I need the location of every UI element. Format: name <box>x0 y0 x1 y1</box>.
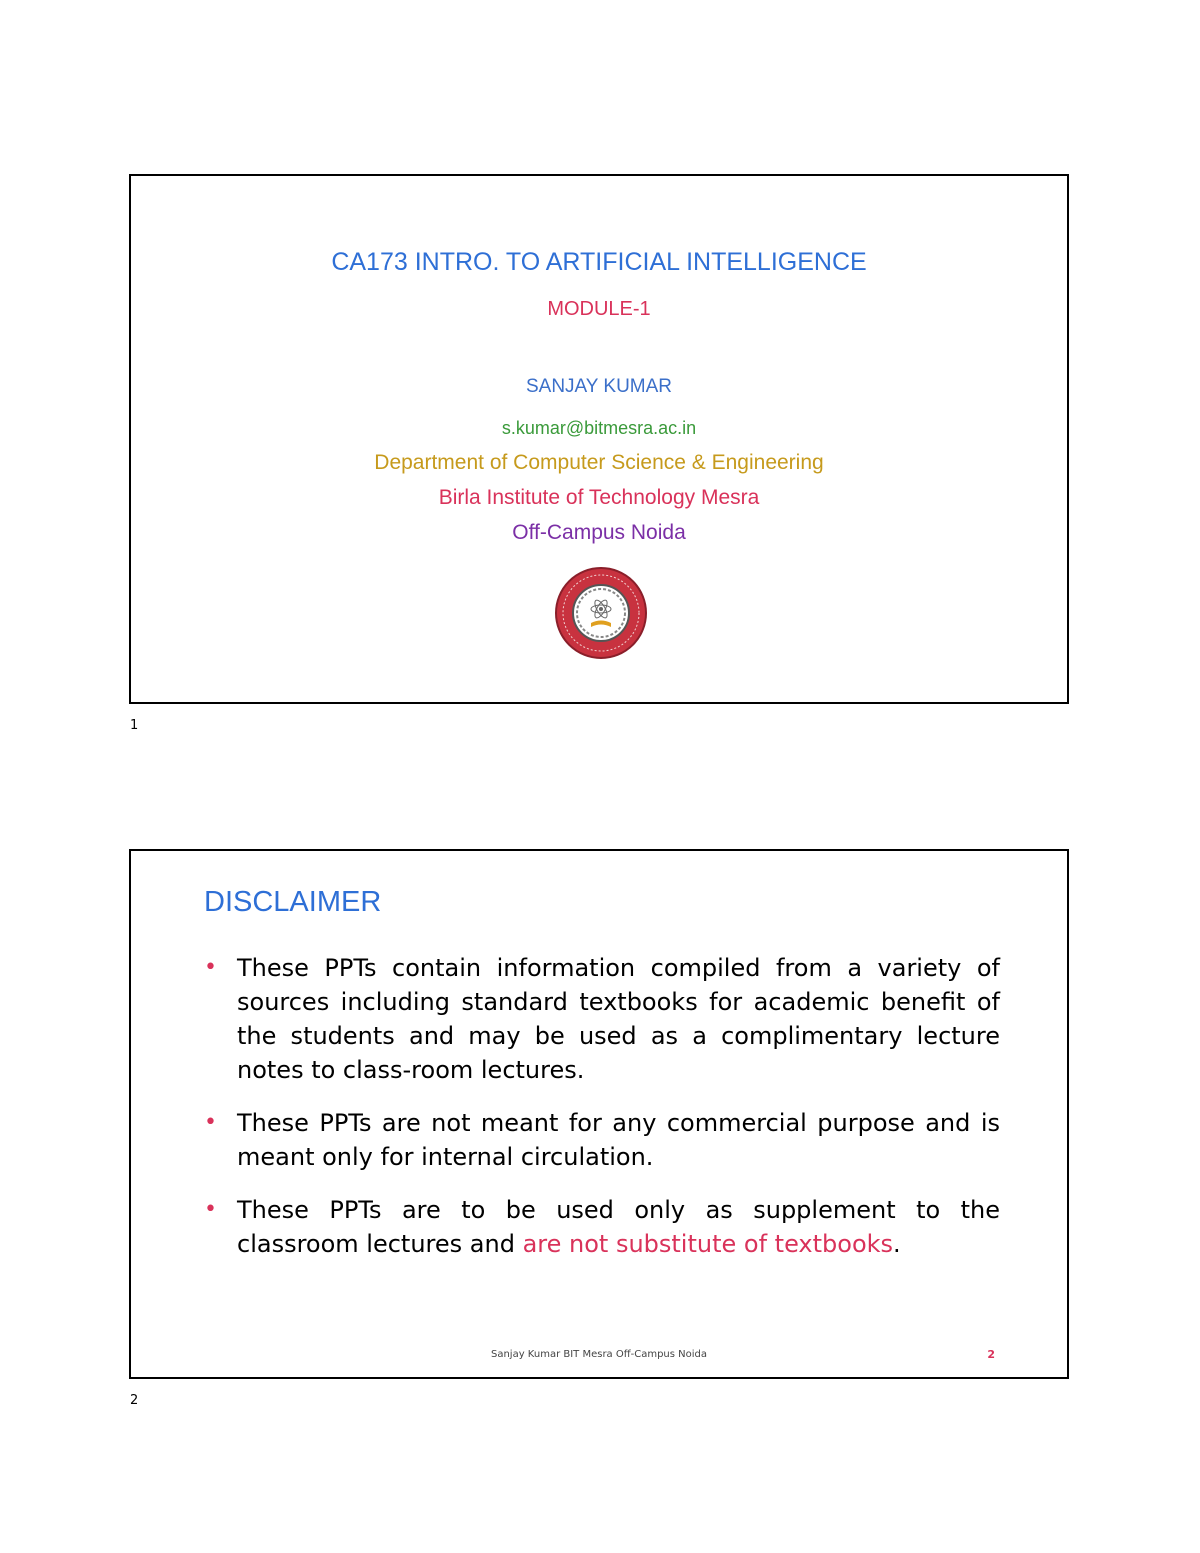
campus-name: Off-Campus Noida <box>512 521 686 544</box>
bullet-text: These PPTs are not meant for any commercial purpose and is meant only for internal circulation. <box>237 1109 1000 1171</box>
author-name: SANJAY KUMAR <box>525 376 673 397</box>
bit-mesra-seal-icon <box>554 566 648 660</box>
slide-disclaimer <box>129 849 1069 1379</box>
disclaimer-heading: DISCLAIMER <box>204 886 382 918</box>
course-title: CA173 INTRO. TO ARTIFICIAL INTELLIGENCE <box>331 248 867 276</box>
bullet-text: These PPTs are to be used only as supplement to the classroom lectures and <box>237 1196 1000 1258</box>
bullet-icon: • <box>204 955 217 980</box>
department-name: Department of Computer Science & Engineering <box>374 451 824 474</box>
bullet-text: These PPTs contain information compiled from a variety of sources including standard textbooks for academic benefit of the students and may be used as a complimentary lecture notes to class-room lectures. <box>237 954 1000 1084</box>
slide-footer: Sanjay Kumar BIT Mesra Off-Campus Noida <box>490 1349 708 1360</box>
institute-name: Birla Institute of Technology Mesra <box>438 486 760 509</box>
bullet-icon: • <box>204 1110 217 1135</box>
page-number: 1 <box>130 718 139 733</box>
bullet-highlight: are not substitute of textbooks <box>522 1230 894 1258</box>
list-item <box>204 1106 1000 1174</box>
list-item <box>204 1193 1000 1261</box>
list-item <box>204 951 1000 1087</box>
author-email: s.kumar@bitmesra.ac.in <box>501 418 697 438</box>
disclaimer-list <box>204 951 1000 1280</box>
module-label: MODULE-1 <box>547 298 651 320</box>
bullet-icon: • <box>204 1197 217 1222</box>
bullet-suffix: . <box>893 1230 901 1258</box>
slide-number: 2 <box>987 1348 995 1361</box>
slide-title <box>129 174 1069 704</box>
page-number: 2 <box>130 1393 139 1408</box>
